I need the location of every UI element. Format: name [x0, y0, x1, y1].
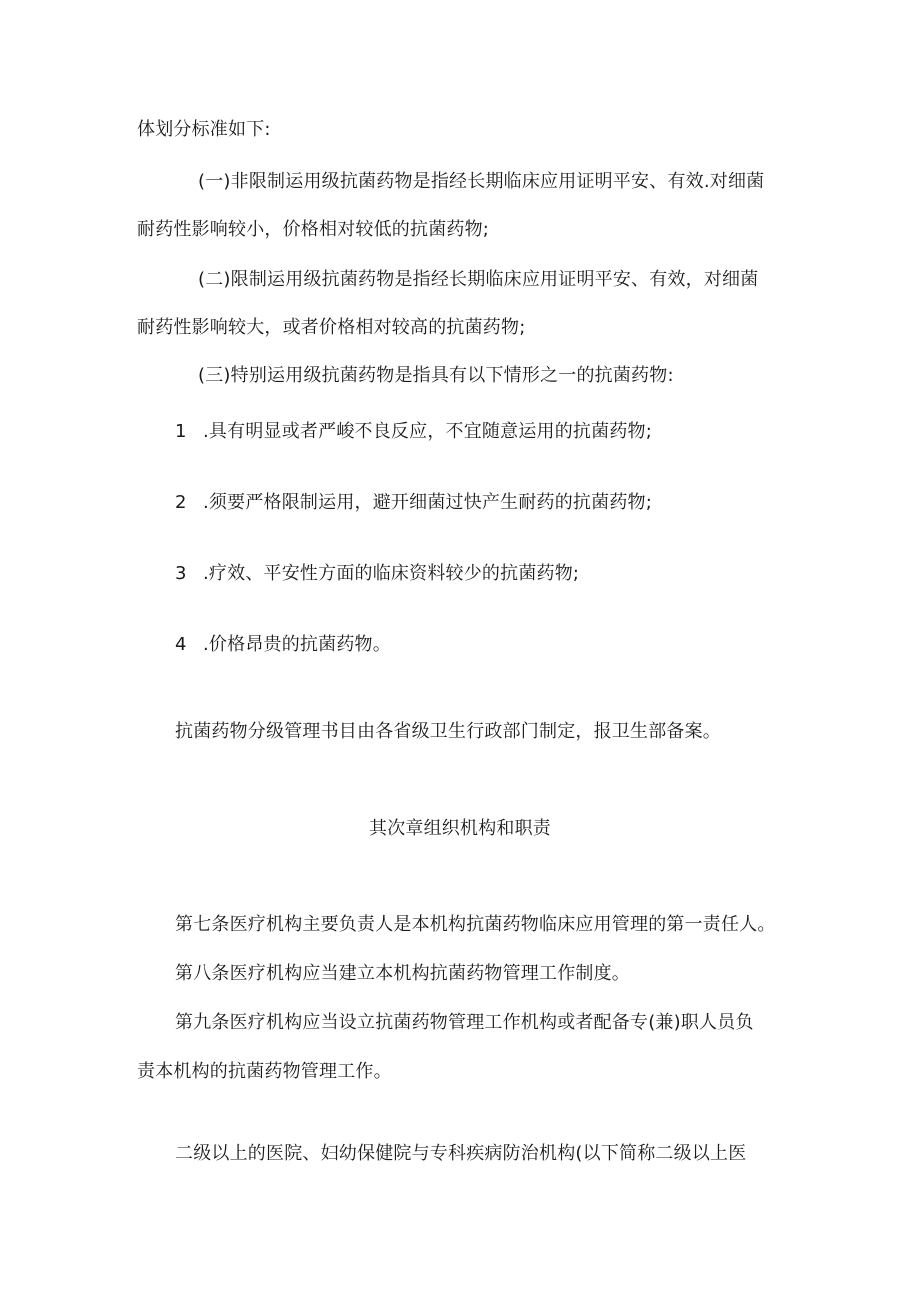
final-line: 二级以上的医院、妇幼保健院与专科疾病防治机构(以下简称二级以上医 — [175, 1143, 747, 1164]
grade3-line1: (三)特别运用级抗菌药物是指具有以下情形之一的抗菌药物: — [198, 365, 674, 386]
list-item — [175, 633, 391, 657]
list-item-text: .疗效、平安性方面的临床资料较少的抗菌药物; — [203, 563, 580, 584]
list-item — [175, 420, 652, 444]
article-8: 第八条医疗机构应当建立本机构抗菌药物管理工作制度。 — [175, 963, 630, 984]
list-item-text: .须要严格限制运用，避开细菌过快产生耐药的抗菌药物; — [203, 492, 652, 513]
article-9-line2: 责本机构的抗菌药物管理工作。 — [137, 1061, 392, 1082]
list-item-number: 3 — [175, 563, 187, 584]
chapter-title: 其次章组织机构和职责 — [369, 818, 551, 839]
article-9-line1: 第九条医疗机构应当设立抗菌药物管理工作机构或者配备专(兼)职人员负 — [175, 1012, 754, 1033]
intro-ending: 体划分标准如下: — [137, 119, 271, 140]
list-item-text: .价格昂贵的抗菌药物。 — [203, 634, 391, 655]
grade2-line2: 耐药性影响较大，或者价格相对较高的抗菌药物; — [137, 317, 526, 338]
list-item-number: 4 — [175, 634, 187, 655]
list-item-number: 2 — [175, 492, 187, 513]
article-7: 第七条医疗机构主要负责人是本机构抗菌药物临床应用管理的第一责任人。 — [175, 914, 776, 935]
list-item-number: 1 — [175, 421, 187, 442]
list-item — [175, 562, 579, 586]
list-item-text: .具有明显或者严峻不良反应，不宜随意运用的抗菌药物; — [203, 421, 652, 442]
grade1-line2: 耐药性影响较小，价格相对较低的抗菌药物; — [137, 219, 490, 240]
grade2-line1: (二)限制运用级抗菌药物是指经长期临床应用证明平安、有效，对细菌 — [198, 269, 759, 290]
grade1-line1: (一)非限制运用级抗菌药物是指经长期临床应用证明平安、有效.对细菌 — [198, 171, 765, 192]
list-item — [175, 491, 652, 515]
catalog-note: 抗菌药物分级管理书目由各省级卫生行政部门制定，报卫生部备案。 — [175, 721, 721, 742]
